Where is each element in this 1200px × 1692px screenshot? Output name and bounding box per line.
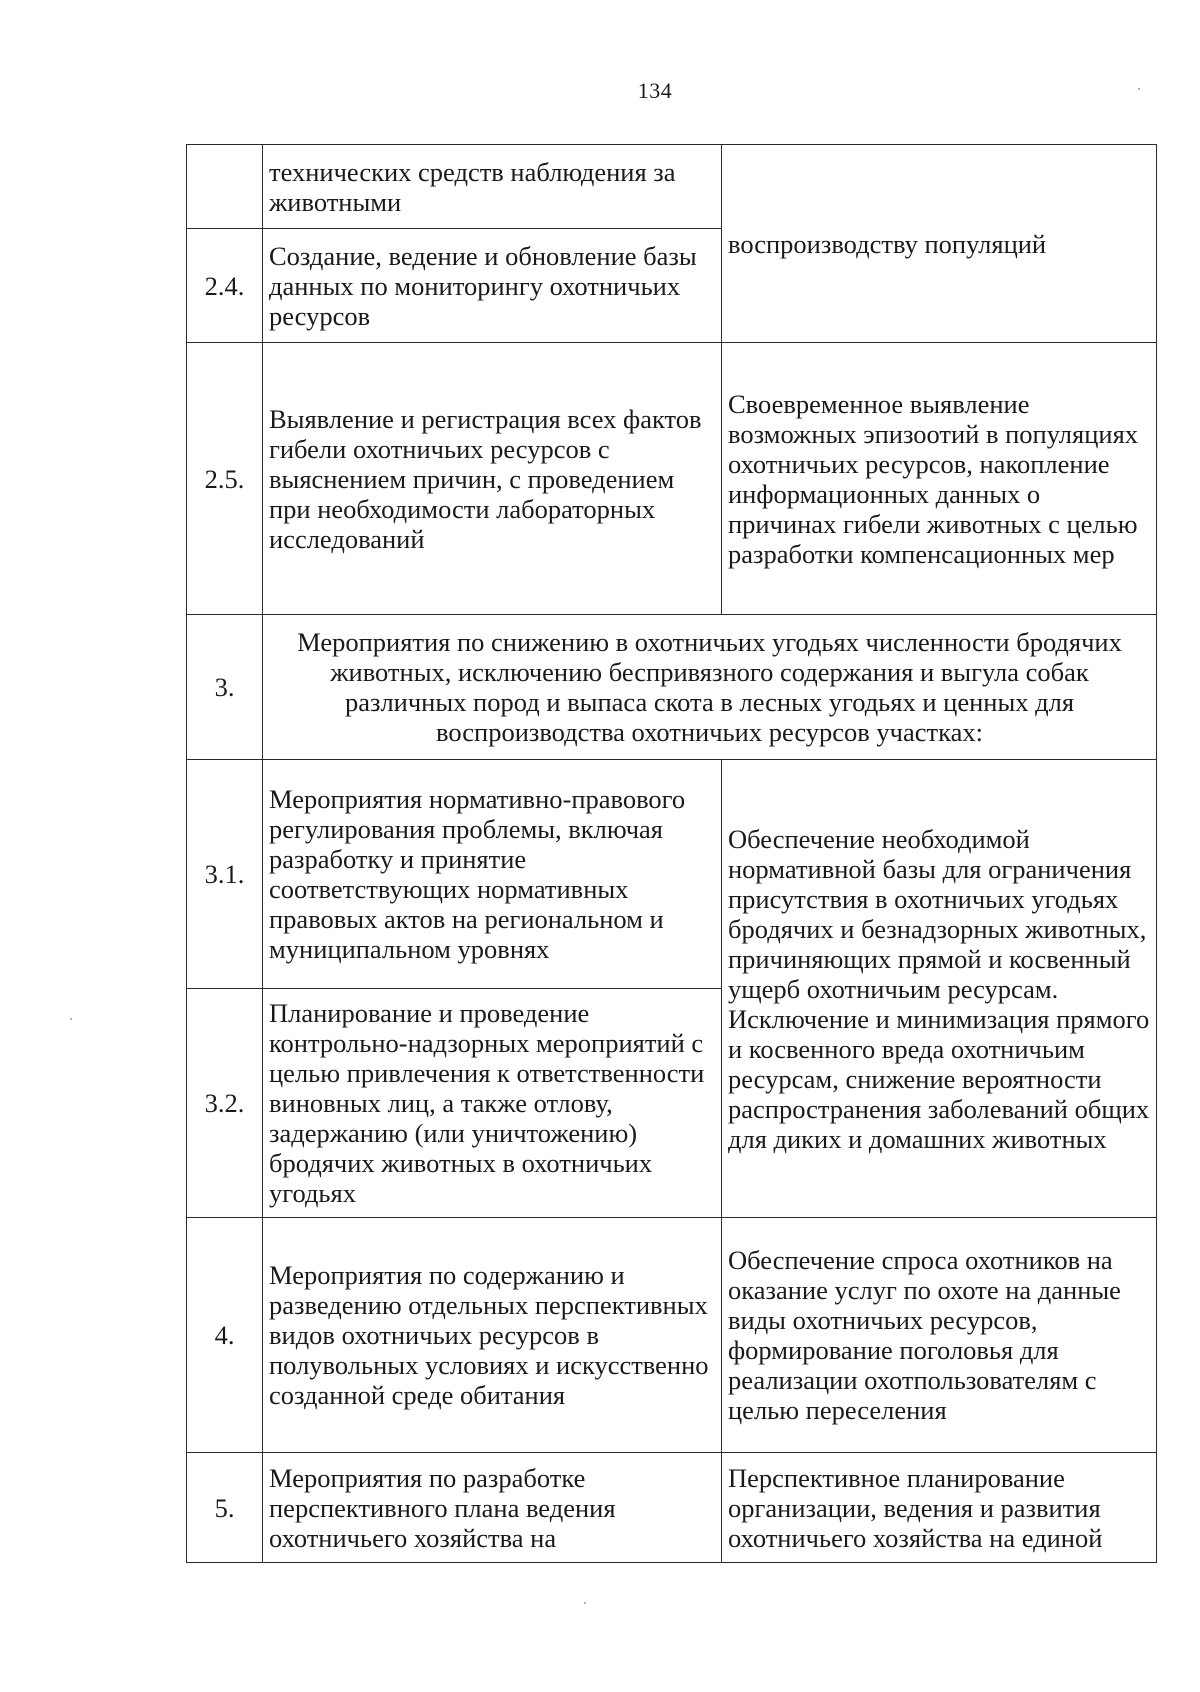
result-cell: Своевременное выявление возможных эпизоотий в популяциях охотничьих ресурсов, накопление информационных данных о причинах гибели животных с целью разработки компенсационных мер [722, 343, 1157, 615]
table-row [187, 760, 1157, 989]
row-number [187, 145, 263, 229]
activity-cell: Выявление и регистрация всех фактов гибели охотничьих ресурсов с выяснением причин, с проведением при необходимости лабораторных исследований [263, 343, 722, 615]
scan-speck [1138, 88, 1140, 90]
activity-cell: технических средств наблюдения за животными [263, 145, 722, 229]
scan-speck [70, 1018, 72, 1020]
row-number: 4. [187, 1218, 263, 1453]
table-row [187, 145, 1157, 229]
scan-speck [584, 1602, 586, 1604]
table-row [187, 1453, 1157, 1563]
table-row [187, 1218, 1157, 1453]
measures-table [186, 144, 1157, 1563]
activity-cell: Планирование и проведение контрольно-надзорных мероприятий с целью привлечения к ответственности виновных лиц, а также отлову, задержанию (или уничтожению) бродячих животных в охотничьих угодьях [263, 989, 722, 1218]
row-number: 5. [187, 1453, 263, 1563]
row-number: 3.1. [187, 760, 263, 989]
result-cell: воспроизводству популяций [722, 145, 1157, 343]
table-row [187, 615, 1157, 760]
result-cell: Обеспечение необходимой нормативной базы для ограничения присутствия в охотничьих угодьях бродячих и безнадзорных животных, причиняющих прямой и косвенный ущерб охотничьим ресурсам. Исключение и минимизация прямого и косвенного вреда охотничьим ресурсам, снижение вероятности распространения заболеваний общих для диких и домашних животных [722, 760, 1157, 1218]
activity-cell: Создание, ведение и обновление базы данных по мониторингу охотничьих ресурсов [263, 229, 722, 343]
row-number: 3.2. [187, 989, 263, 1218]
page-number: 134 [637, 78, 673, 103]
table-row [187, 343, 1157, 615]
activity-cell: Мероприятия по разработке перспективного плана ведения охотничьего хозяйства на [263, 1453, 722, 1563]
result-cell: Обеспечение спроса охотников на оказание услуг по охоте на данные виды охотничьих ресурсов, формирование поголовья для реализации охотпользователям с целью переселения [722, 1218, 1157, 1453]
result-cell: Перспективное планирование организации, ведения и развития охотничьего хозяйства на единой [722, 1453, 1157, 1563]
section-heading-cell: Мероприятия по снижению в охотничьих угодьях численности бродячих животных, исключению беспривязного содержания и выгула собак различных пород и выпаса скота в лесных угодьях и ценных для воспроизводства охотничьих ресурсов участках: [263, 615, 1157, 760]
row-number: 2.5. [187, 343, 263, 615]
activity-cell: Мероприятия по содержанию и разведению отдельных перспективных видов охотничьих ресурсов в полувольных условиях и искусственно созданной среде обитания [263, 1218, 722, 1453]
row-number: 3. [187, 615, 263, 760]
activity-cell: Мероприятия нормативно-правового регулирования проблемы, включая разработку и принятие соответствующих нормативных правовых актов на региональном и муниципальном уровнях [263, 760, 722, 989]
row-number: 2.4. [187, 229, 263, 343]
